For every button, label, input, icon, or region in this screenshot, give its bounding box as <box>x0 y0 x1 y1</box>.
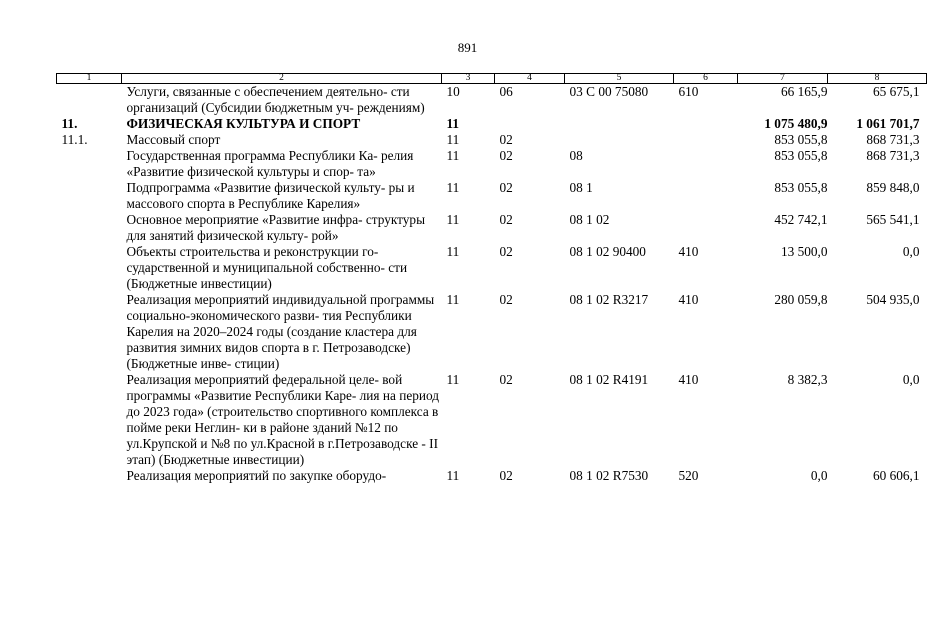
row-number <box>57 468 122 484</box>
row-amount-2: 565 541,1 <box>866 212 920 227</box>
row-target-article: 08 1 02 R4191 <box>569 372 649 387</box>
row-expense-type: 410 <box>678 244 699 259</box>
row-name: Массовый спорт <box>126 132 221 147</box>
table-row <box>57 116 927 132</box>
table-row <box>57 180 927 212</box>
row-number <box>57 212 122 244</box>
row-amount-2: 60 606,1 <box>872 468 920 483</box>
row-expense-type: 410 <box>678 292 699 307</box>
row-number <box>57 148 122 180</box>
col-header-8: 8 <box>828 74 927 84</box>
row-subsection: 02 <box>499 468 513 483</box>
row-amount-1: 280 059,8 <box>774 292 828 307</box>
row-name: Основное мероприятие «Развитие инфра- структуры для занятий физической культу- рой» <box>126 212 426 243</box>
row-name: Государственная программа Республики Ка- релия «Развитие физической культуры и спор- та» <box>126 148 414 179</box>
row-section: 11 <box>446 468 460 483</box>
table-row <box>57 468 927 484</box>
table-row <box>57 212 927 244</box>
column-number-row <box>57 74 927 84</box>
row-section: 11 <box>446 244 460 259</box>
col-header-1: 1 <box>57 74 122 84</box>
row-amount-2: 65 675,1 <box>872 84 920 99</box>
row-subsection: 02 <box>499 212 513 227</box>
row-subsection: 02 <box>499 132 513 147</box>
row-number: 11.1. <box>61 132 88 147</box>
row-subsection: 02 <box>499 148 513 163</box>
col-header-7: 7 <box>738 74 828 84</box>
row-amount-1: 853 055,8 <box>774 132 828 147</box>
row-target-article <box>565 116 674 132</box>
row-number <box>57 244 122 292</box>
row-amount-2: 0,0 <box>902 372 920 387</box>
table-row <box>57 372 927 468</box>
row-target-article <box>565 132 674 148</box>
col-header-4: 4 <box>495 74 565 84</box>
row-section: 11 <box>446 116 460 131</box>
row-amount-2: 868 731,3 <box>866 148 920 163</box>
row-amount-1: 452 742,1 <box>774 212 828 227</box>
row-section: 10 <box>446 84 460 99</box>
col-header-2: 2 <box>122 74 442 84</box>
row-section: 11 <box>446 212 460 227</box>
row-number <box>57 180 122 212</box>
row-name: Объекты строительства и реконструкции го- сударственной и муниципальной собственно- сти (Бюджетные инвестиции) <box>126 244 408 291</box>
row-number <box>57 292 122 372</box>
row-target-article: 08 <box>569 148 583 163</box>
row-expense-type <box>674 116 738 132</box>
row-section: 11 <box>446 148 460 163</box>
row-expense-type: 520 <box>678 468 699 483</box>
row-section: 11 <box>446 132 460 147</box>
row-subsection: 02 <box>499 372 513 387</box>
row-amount-1: 13 500,0 <box>780 244 828 259</box>
table-row <box>57 148 927 180</box>
row-subsection <box>495 116 565 132</box>
row-expense-type <box>674 148 738 180</box>
row-target-article: 08 1 02 <box>569 212 610 227</box>
row-subsection: 02 <box>499 292 513 307</box>
row-subsection: 06 <box>499 84 513 99</box>
row-target-article: 08 1 02 R3217 <box>569 292 649 307</box>
table-row <box>57 84 927 117</box>
row-expense-type: 610 <box>678 84 699 99</box>
col-header-6: 6 <box>674 74 738 84</box>
row-amount-1: 8 382,3 <box>787 372 828 387</box>
row-name: Реализация мероприятий федеральной целе- вой программы «Развитие Республики Каре- лия на период до 2023 года» (строительство спортивного комплекса в пойме реки Неглин- ки в районе зданий №12 по ул.Крупской и №8 по ул.Красной в г.Петрозаводске - II этап) (Бюджетные инвестиции) <box>126 372 440 467</box>
row-expense-type <box>674 132 738 148</box>
row-expense-type <box>674 212 738 244</box>
row-name: Реализация мероприятий по закупке оборудо- <box>126 468 387 483</box>
row-section: 11 <box>446 292 460 307</box>
row-amount-2: 0,0 <box>902 244 920 259</box>
row-section: 11 <box>446 372 460 387</box>
row-section: 11 <box>446 180 460 195</box>
row-name: ФИЗИЧЕСКАЯ КУЛЬТУРА И СПОРТ <box>126 116 361 131</box>
row-amount-2: 859 848,0 <box>866 180 920 195</box>
row-target-article: 08 1 <box>569 180 593 195</box>
row-number <box>57 84 122 117</box>
row-name: Реализация мероприятий индивидуальной программы социально-экономического разви- тия Республики Карелия на 2020–2024 годы (создание кластера для развития зимних видов спорта в г. Петрозаводске) (Бюджетные инве- стиции) <box>126 292 435 371</box>
row-amount-1: 66 165,9 <box>780 84 828 99</box>
col-header-3: 3 <box>442 74 495 84</box>
row-amount-2: 1 061 701,7 <box>856 116 920 131</box>
row-amount-2: 868 731,3 <box>866 132 920 147</box>
row-subsection: 02 <box>499 244 513 259</box>
row-amount-1: 0,0 <box>810 468 828 483</box>
row-expense-type: 410 <box>678 372 699 387</box>
col-header-5: 5 <box>565 74 674 84</box>
row-target-article: 08 1 02 90400 <box>569 244 646 259</box>
row-name: Услуги, связанные с обеспечением деятельно- сти организаций (Субсидии бюджетным уч- реждениям) <box>126 84 425 115</box>
table-row <box>57 132 927 148</box>
page-number: 891 <box>457 40 478 55</box>
row-subsection: 02 <box>499 180 513 195</box>
row-target-article: 08 1 02 R7530 <box>569 468 649 483</box>
table-row <box>57 292 927 372</box>
row-amount-1: 853 055,8 <box>774 180 828 195</box>
table-row <box>57 244 927 292</box>
row-expense-type <box>674 180 738 212</box>
row-amount-1: 853 055,8 <box>774 148 828 163</box>
row-amount-1: 1 075 480,9 <box>764 116 828 131</box>
budget-table <box>56 73 927 484</box>
row-number: 11. <box>61 116 78 131</box>
row-number <box>57 372 122 468</box>
row-amount-2: 504 935,0 <box>866 292 920 307</box>
row-target-article: 03 С 00 75080 <box>569 84 649 99</box>
row-name: Подпрограмма «Развитие физической культу- ры и массового спорта в Республике Карелия» <box>126 180 415 211</box>
